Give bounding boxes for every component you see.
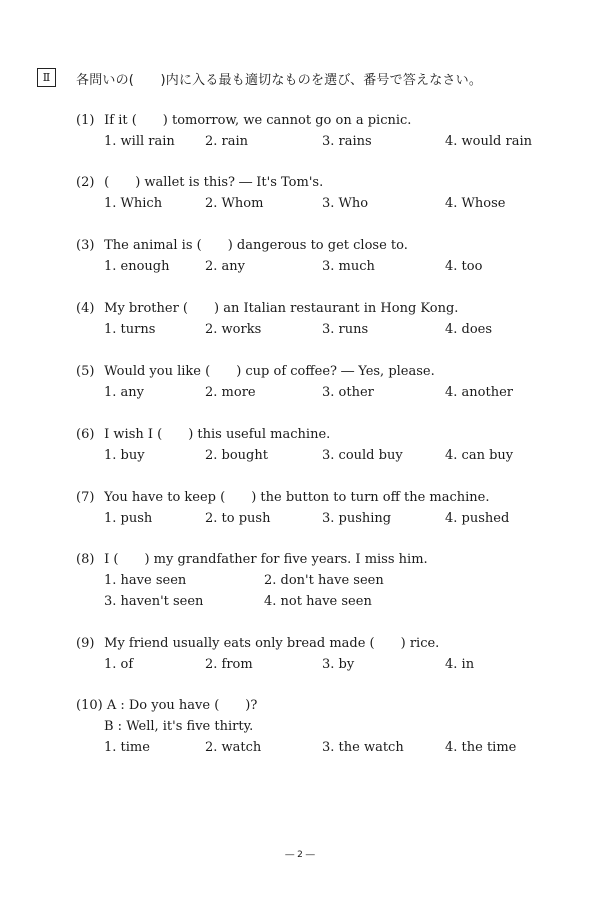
question-stem [76, 235, 576, 256]
choice-row [76, 319, 576, 340]
question-9 [76, 633, 576, 675]
choice-row [76, 508, 576, 529]
question-number: (7) [76, 490, 95, 505]
question-number: (1) [76, 113, 95, 128]
choice-4: 4. in [445, 657, 475, 672]
choice-3: 3. haven't seen [104, 594, 204, 609]
choice-1: 1. of [104, 657, 134, 672]
choice-4: 4. too [445, 259, 483, 274]
question-number: (6) [76, 427, 95, 442]
choice-1: 1. enough [104, 259, 170, 274]
question-8 [76, 549, 576, 612]
choice-row [76, 382, 576, 403]
choice-4: 4. can buy [445, 448, 514, 463]
choice-3: 3. runs [322, 322, 369, 337]
choice-4: 4. another [445, 385, 513, 400]
question-1 [76, 110, 576, 152]
choice-1: 1. have seen [104, 573, 187, 588]
choice-2: 2. works [205, 322, 262, 337]
choice-2: 2. Whom [205, 196, 264, 211]
question-text: I ( ) my grandfather for five years. I miss him. [104, 552, 428, 567]
question-stem [76, 424, 576, 445]
section-number-box: Ⅱ [37, 68, 56, 87]
choice-1: 1. time [104, 740, 150, 755]
choice-row [76, 737, 576, 758]
question-text: If it ( ) tomorrow, we cannot go on a picnic. [104, 113, 412, 128]
choice-4: 4. does [445, 322, 493, 337]
choice-3: 3. the watch [322, 740, 404, 755]
question-3 [76, 235, 576, 277]
question-10 [76, 695, 576, 758]
choice-1: 1. turns [104, 322, 156, 337]
choice-4: 4. the time [445, 740, 517, 755]
choice-3: 3. other [322, 385, 374, 400]
question-stem [76, 695, 576, 716]
question-number: (10) [76, 698, 103, 713]
question-4 [76, 298, 576, 340]
choice-4: 4. Whose [445, 196, 506, 211]
choice-2: 2. any [205, 259, 246, 274]
question-number: (4) [76, 301, 95, 316]
choice-1: 1. Which [104, 196, 163, 211]
choice-2: 2. more [205, 385, 256, 400]
question-stem [76, 633, 576, 654]
choice-3: 3. Who [322, 196, 369, 211]
question-stem [76, 549, 576, 570]
question-stem [76, 361, 576, 382]
choice-4: 4. would rain [445, 134, 532, 149]
choice-2: 2. to push [205, 511, 271, 526]
question-text: I wish I ( ) this useful machine. [104, 427, 331, 442]
choice-row [76, 193, 576, 214]
question-stem [76, 298, 576, 319]
question-text: ( ) wallet is this? ― It's Tom's. [104, 175, 324, 190]
choice-1: 1. any [104, 385, 145, 400]
question-5 [76, 361, 576, 403]
choice-3: 3. rains [322, 134, 372, 149]
choice-2: 2. don't have seen [264, 573, 384, 588]
choice-1: 1. buy [104, 448, 145, 463]
choice-row [76, 591, 576, 612]
question-number: (3) [76, 238, 95, 253]
question-number: (2) [76, 175, 95, 190]
choice-row [76, 445, 576, 466]
question-text: My brother ( ) an Italian restaurant in Hong Kong. [104, 301, 459, 316]
choice-2: 2. watch [205, 740, 262, 755]
choice-4: 4. pushed [445, 511, 510, 526]
dialog-line-a: A : Do you have ( )? [106, 698, 258, 713]
choice-row [76, 570, 576, 591]
page-number: ― 2 ― [285, 850, 315, 860]
question-number: (9) [76, 636, 95, 651]
dialog-line-b: B : Well, it's five thirty. [104, 719, 254, 734]
choice-2: 2. rain [205, 134, 249, 149]
question-6 [76, 424, 576, 466]
choice-2: 2. from [205, 657, 253, 672]
question-stem [76, 110, 576, 131]
question-number: (8) [76, 552, 95, 567]
choice-row [76, 256, 576, 277]
choice-3: 3. by [322, 657, 355, 672]
instruction-text: 各問いの( )内に入る最も適切なものを選び、番号で答えなさい。 [76, 73, 483, 88]
choice-row [76, 654, 576, 675]
choice-row [76, 131, 576, 152]
choice-1: 1. will rain [104, 134, 175, 149]
choice-3: 3. pushing [322, 511, 392, 526]
question-2 [76, 172, 576, 214]
question-stem [76, 172, 576, 193]
choice-3: 3. much [322, 259, 375, 274]
question-stem [76, 487, 576, 508]
choice-2: 2. bought [205, 448, 268, 463]
choice-3: 3. could buy [322, 448, 403, 463]
question-number: (5) [76, 364, 95, 379]
question-text: Would you like ( ) cup of coffee? ― Yes, please. [104, 364, 435, 379]
choice-1: 1. push [104, 511, 153, 526]
question-7 [76, 487, 576, 529]
question-text: The animal is ( ) dangerous to get close to. [104, 238, 408, 253]
question-text: My friend usually eats only bread made ( ) rice. [104, 636, 440, 651]
question-text: You have to keep ( ) the button to turn off the machine. [104, 490, 490, 505]
choice-4: 4. not have seen [264, 594, 372, 609]
